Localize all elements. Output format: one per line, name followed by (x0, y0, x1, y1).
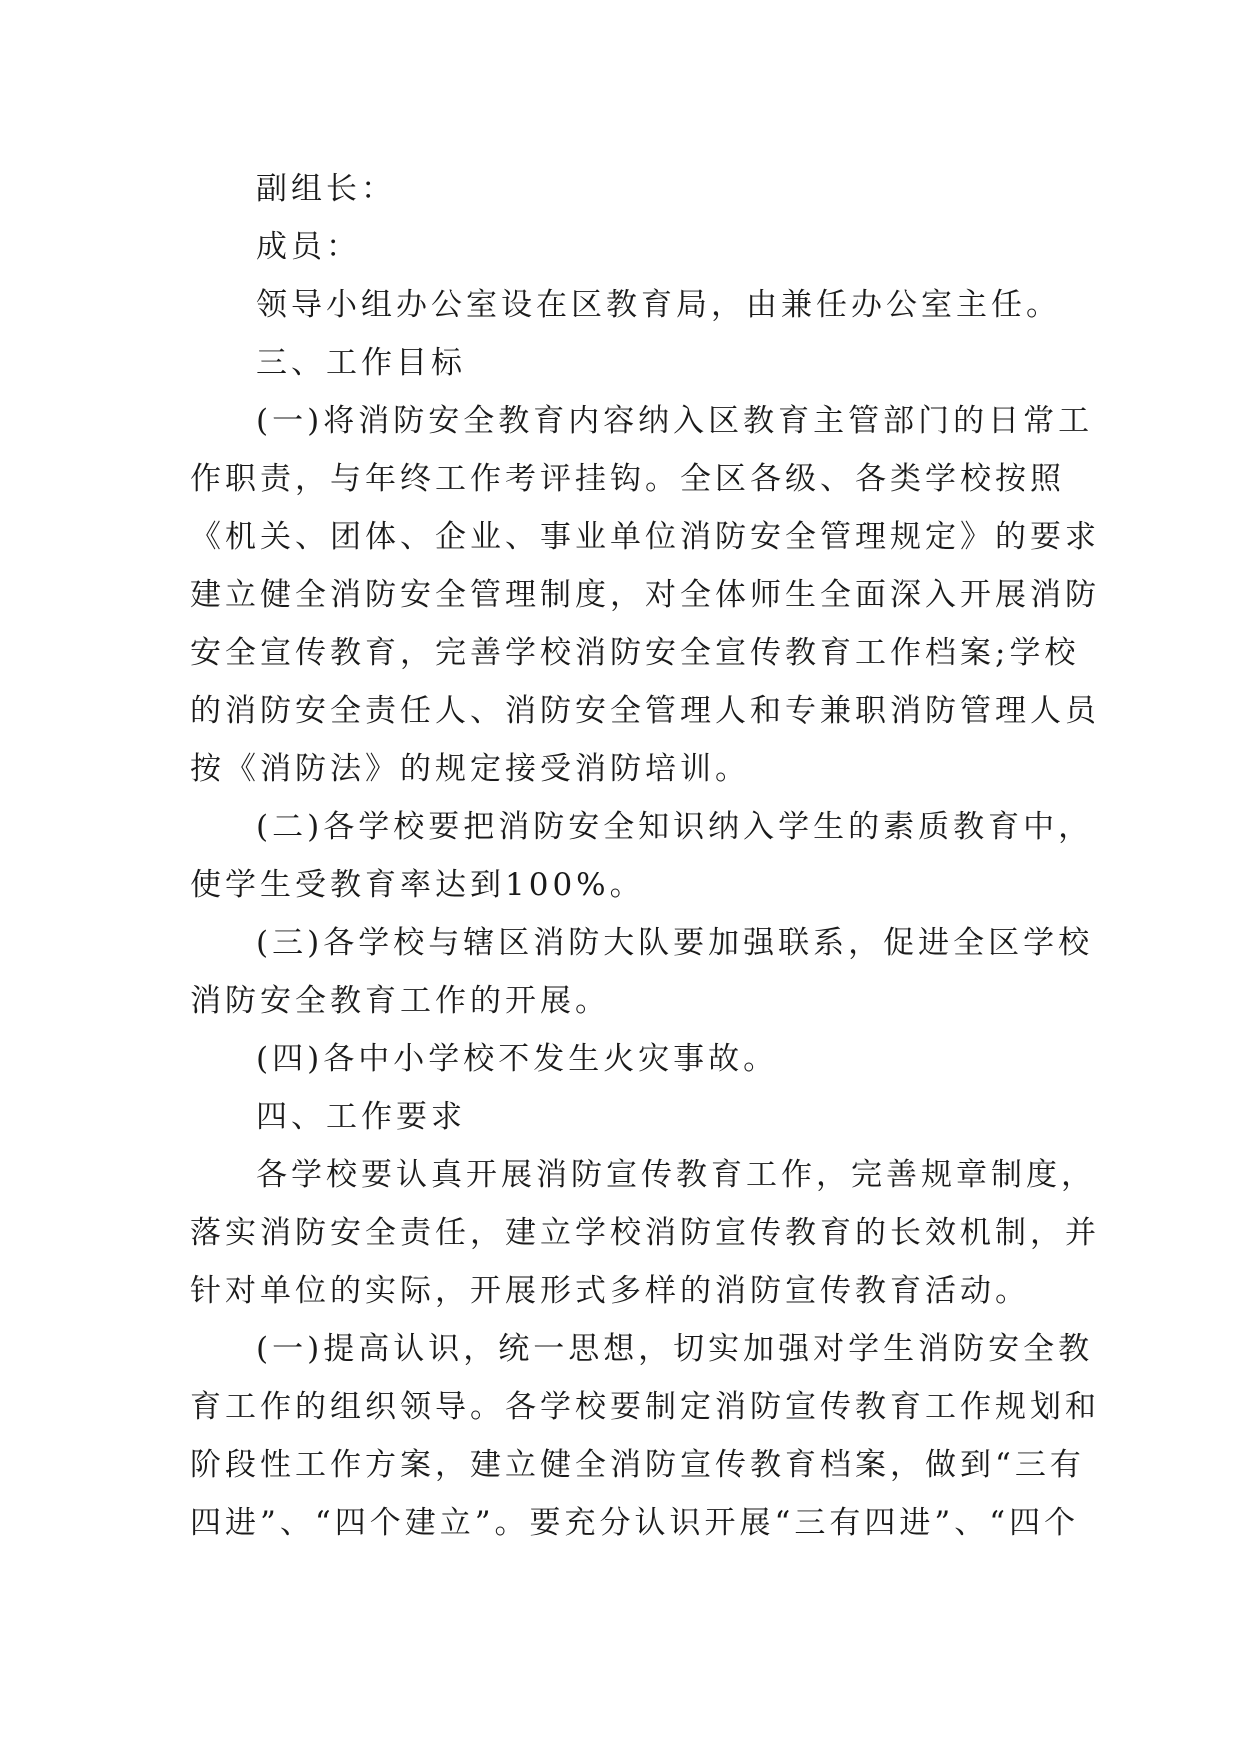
text-line: 针对单位的实际，开展形式多样的消防宣传教育活动。 (190, 1273, 1030, 1309)
text-line: 领导小组办公室设在区教育局，由兼任办公室主任。 (256, 287, 1061, 323)
text-line: 《机关、团体、企业、事业单位消防安全管理规定》的要求 (190, 519, 1100, 555)
text-line: 使学生受教育率达到100%。 (190, 867, 645, 903)
text-line: (二)各学校要把消防安全知识纳入学生的素质教育中， (256, 809, 1094, 845)
document-body (190, 160, 1100, 1552)
text-line: 作职责，与年终工作考评挂钩。全区各级、各类学校按照 (190, 461, 1065, 497)
text-line: 按《消防法》的规定接受消防培训。 (190, 751, 750, 787)
section-heading: 四、工作要求 (256, 1099, 466, 1135)
text-line: 安全宣传教育，完善学校消防安全宣传教育工作档案;学校 (190, 635, 1080, 671)
text-line: (三)各学校与辖区消防大队要加强联系，促进全区学校 (256, 925, 1094, 961)
text-line: (四)各中小学校不发生火灾事故。 (256, 1041, 779, 1077)
text-line: 消防安全教育工作的开展。 (190, 983, 610, 1019)
text-line: 四进”、“四个建立”。要充分认识开展“三有四进”、“四个 (190, 1505, 1080, 1541)
text-line: 育工作的组织领导。各学校要制定消防宣传教育工作规划和 (190, 1389, 1100, 1425)
text-line: 阶段性工作方案，建立健全消防宣传教育档案，做到“三有 (190, 1447, 1085, 1483)
text-line: 的消防安全责任人、消防安全管理人和专兼职消防管理人员 (190, 693, 1100, 729)
text-line: 成员： (256, 229, 361, 265)
text-line: 建立健全消防安全管理制度，对全体师生全面深入开展消防 (190, 577, 1100, 613)
section-heading: 三、工作目标 (256, 345, 466, 381)
text-line: 落实消防安全责任，建立学校消防宣传教育的长效机制，并 (190, 1215, 1100, 1251)
text-line: (一)将消防安全教育内容纳入区教育主管部门的日常工 (256, 403, 1094, 439)
text-line: 各学校要认真开展消防宣传教育工作，完善规章制度， (256, 1157, 1096, 1193)
text-line: 副组长： (256, 171, 396, 207)
text-line: (一)提高认识，统一思想，切实加强对学生消防安全教 (256, 1331, 1094, 1367)
